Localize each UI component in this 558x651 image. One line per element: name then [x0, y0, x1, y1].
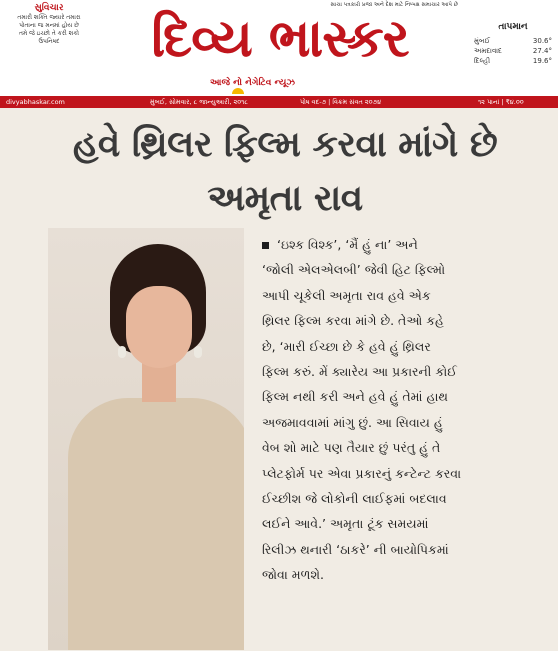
tagline: આજે નો નેગેટિવ ન્યૂઝ: [210, 78, 295, 88]
weather-row: [474, 56, 552, 66]
weather-heading: તાપમાન: [498, 22, 528, 32]
headline-line-1: હવે થ્રિલર ફિલ્મ કરવા માંગે છે: [72, 124, 498, 165]
photo-earring-right: [194, 346, 202, 358]
quote-heading: સુવિચાર: [34, 3, 64, 13]
quote-footer: ઉપનિષદ: [38, 38, 60, 45]
body-line: ઈચ્છીશ જે લોકોની લાઈફમાં બદલાવ: [262, 491, 447, 507]
quote-line: પોતાના જ મનમાં હોય છે: [19, 22, 79, 29]
weather-row: [474, 36, 552, 46]
newspaper-title: દિવ્ય ભાસ્કર: [151, 9, 409, 69]
photo-face: [126, 286, 192, 368]
date-strip: [0, 96, 558, 108]
headline-line-2: અમૃતા રાવ: [207, 178, 363, 219]
body-line: અજમાવવામાં માંગુ છું. આ સિવાય હું: [262, 414, 443, 430]
body-line: આપી ચૂકેલી અમૃતા રાવ હવે એક: [262, 287, 431, 303]
sun-icon: [232, 88, 244, 94]
body-line: [262, 232, 542, 257]
photo-dress: [68, 398, 244, 650]
actress-photo: [48, 228, 244, 650]
photo-neck: [142, 362, 176, 402]
edition-date: મુંબઈ, સોમવાર, ૮ જાન્યુઆરી, ૨૦૧૮: [150, 98, 248, 106]
weather-row: [474, 46, 552, 56]
bullet-icon: [262, 242, 269, 249]
body-line: ‘જોલી એલએલબી’ જેવી હિટ ફિલ્મો: [262, 262, 446, 278]
weather-city: અમદાવાદ: [474, 47, 502, 55]
article-headline: [30, 118, 540, 226]
top-note: સાચા પત્રકારો પ્રજા અને દેશ માટે નિષ્પક્ષ સમાચાર આપે છે: [330, 2, 458, 8]
calendar-info: પોષ વદ-૭ | વિક્રમ સંવત ૨૦૭૪: [300, 98, 382, 106]
quote-box: [6, 4, 92, 84]
weather-city: દિલ્હી: [474, 57, 491, 65]
body-line: થ્રિલર ફિલ્મ કરવા માંગે છે. તેઓ કહે: [262, 313, 444, 329]
weather-box: [474, 22, 552, 66]
weather-city: મુંબઈ: [474, 37, 490, 45]
body-line: રિલીઝ થનારી ‘ઠાકરે’ ની બાયોપિકમાં: [262, 541, 449, 557]
article-body: [262, 232, 542, 588]
body-line-text: ‘ઇશ્ક વિશ્ક’, ‘મૈં હું ના’ અને: [277, 237, 418, 252]
website-label: divyabhaskar.com: [6, 98, 65, 106]
article-clipping: [0, 108, 558, 651]
weather-temp: 30.6°: [532, 37, 552, 45]
body-line: ફિલ્મ કરું. મેં ક્યારેય આ પ્રકારની કોઈ: [262, 364, 457, 380]
body-line: ફિલ્મ નથી કરી અને હવે હું તેમાં હાથ: [262, 389, 449, 405]
quote-line: તમારી શક્તિ જ્યારે તમારા: [17, 14, 81, 21]
body-line: લઈને આવે.’ અમૃતા ટૂંક સમયમાં: [262, 516, 429, 532]
body-line: છે, ‘મારી ઈચ્છા છે કે હવે હું થ્રિલર: [262, 338, 431, 354]
masthead: [0, 0, 558, 96]
body-line: જોવા મળશે.: [262, 567, 324, 583]
weather-temp: 19.6°: [532, 57, 552, 65]
photo-earring-left: [118, 346, 126, 358]
quote-line: તમે જે ઇચ્છો તે કરી શકો: [18, 30, 80, 37]
body-line: વેબ શો માટે પણ તૈયાર છું પરંતુ હું તે: [262, 440, 441, 456]
page-info: ૧૨ પાનાં | ₹૪.૦૦: [478, 98, 524, 106]
newspaper-title-block: [100, 2, 460, 82]
weather-temp: 27.4°: [532, 47, 552, 55]
body-line: પ્લેટફોર્મ પર એવા પ્રકારનું કન્ટેન્ટ કરવા: [262, 465, 462, 481]
